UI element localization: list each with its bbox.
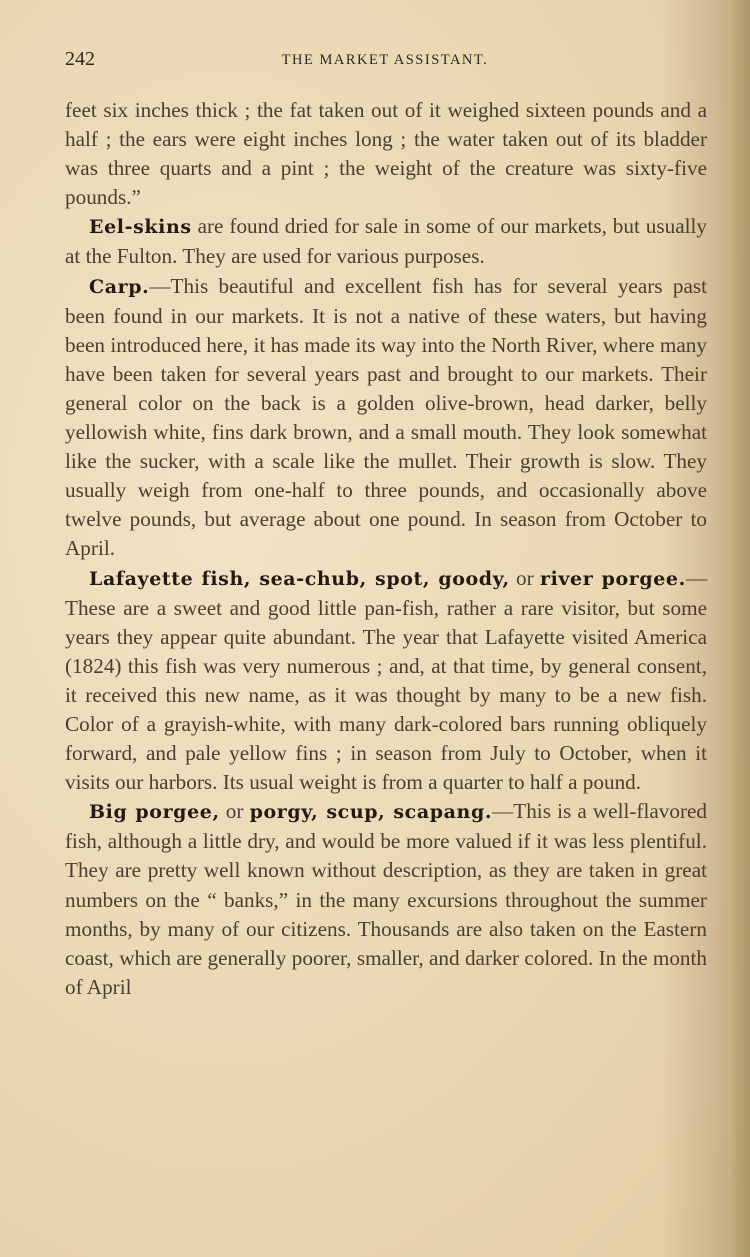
paragraph-text: feet six inches thick ; the fat taken out of it weighed sixteen pounds and a half ; the ears were eight inches long ; the water taken out of its bladder was three quarts and a pint ; the weight of the creature was sixty-five pounds.” bbox=[65, 98, 707, 210]
paragraph-eel-skins bbox=[65, 212, 707, 271]
entry-term-connector: or bbox=[509, 565, 540, 590]
paragraph-lafayette-fish bbox=[65, 564, 707, 798]
entry-term: Eel-skins bbox=[89, 216, 192, 239]
page-edge-shadow bbox=[728, 0, 750, 1257]
entry-term-alternate: river porgee. bbox=[539, 567, 686, 590]
running-head bbox=[65, 46, 705, 72]
paragraph-text: —This beautiful and excellent fish has for several years past been found in our markets. It is not a native of these waters, but having been introduced here, it has made its way into the North River, where many have been taken for several years past and brought to our markets. Their general color on the back is a golden olive-brown, head darker, belly yellowish white, fins dark brown, and a small mouth. They look somewhat like the sucker, with a scale like the mullet. Their growth is slow. They usually weigh from one-half to three pounds, and occasionally above twelve pounds, but average about one pound. In season from October to April. bbox=[65, 273, 707, 561]
paragraph-continuation bbox=[65, 96, 707, 212]
paragraph-text: —This is a well-flavored fish, although a little dry, and would be more valued if it was less plentiful. They are pretty well known without description, as they are taken in great numbers on the “ banks,” in the many excursions throughout the summer months, by many of our citizens. Thousands are also taken on the Eastern coast, which are generally poorer, smaller, and darker colored. In the month of April bbox=[65, 799, 708, 999]
body-text bbox=[65, 96, 707, 1002]
entry-term: Big porgee, bbox=[89, 801, 220, 824]
paragraph-text: are found dried for sale in some of our markets, but usually at the Fulton. They are used for various purposes. bbox=[65, 214, 707, 269]
paragraph-carp bbox=[65, 272, 707, 564]
paragraph-big-porgee bbox=[65, 797, 707, 1002]
entry-term: Carp. bbox=[89, 275, 150, 298]
page-number: 242 bbox=[65, 48, 95, 70]
paragraph-text: —These are a sweet and good little pan-fish, rather a rare visitor, but some years they appear quite abundant. The year that Lafayette visited America (1824) this fish was very numerous ; and, at that time, by general consent, it received this new name, as it was thought by many to be a new fish. Color of a grayish-white, with many dark-colored bars running obliquely forward, and pale yellow fins ; in season from July to October, when it visits our harbors. Its usual weight is from a quarter to half a pound. bbox=[65, 565, 708, 795]
entry-term-alternate: porgy, scup, scapang. bbox=[249, 801, 493, 824]
running-title: THE MARKET ASSISTANT. bbox=[281, 52, 489, 68]
entry-term: Lafayette fish, sea-chub, spot, goody, bbox=[89, 567, 510, 590]
entry-term-connector: or bbox=[219, 799, 250, 824]
